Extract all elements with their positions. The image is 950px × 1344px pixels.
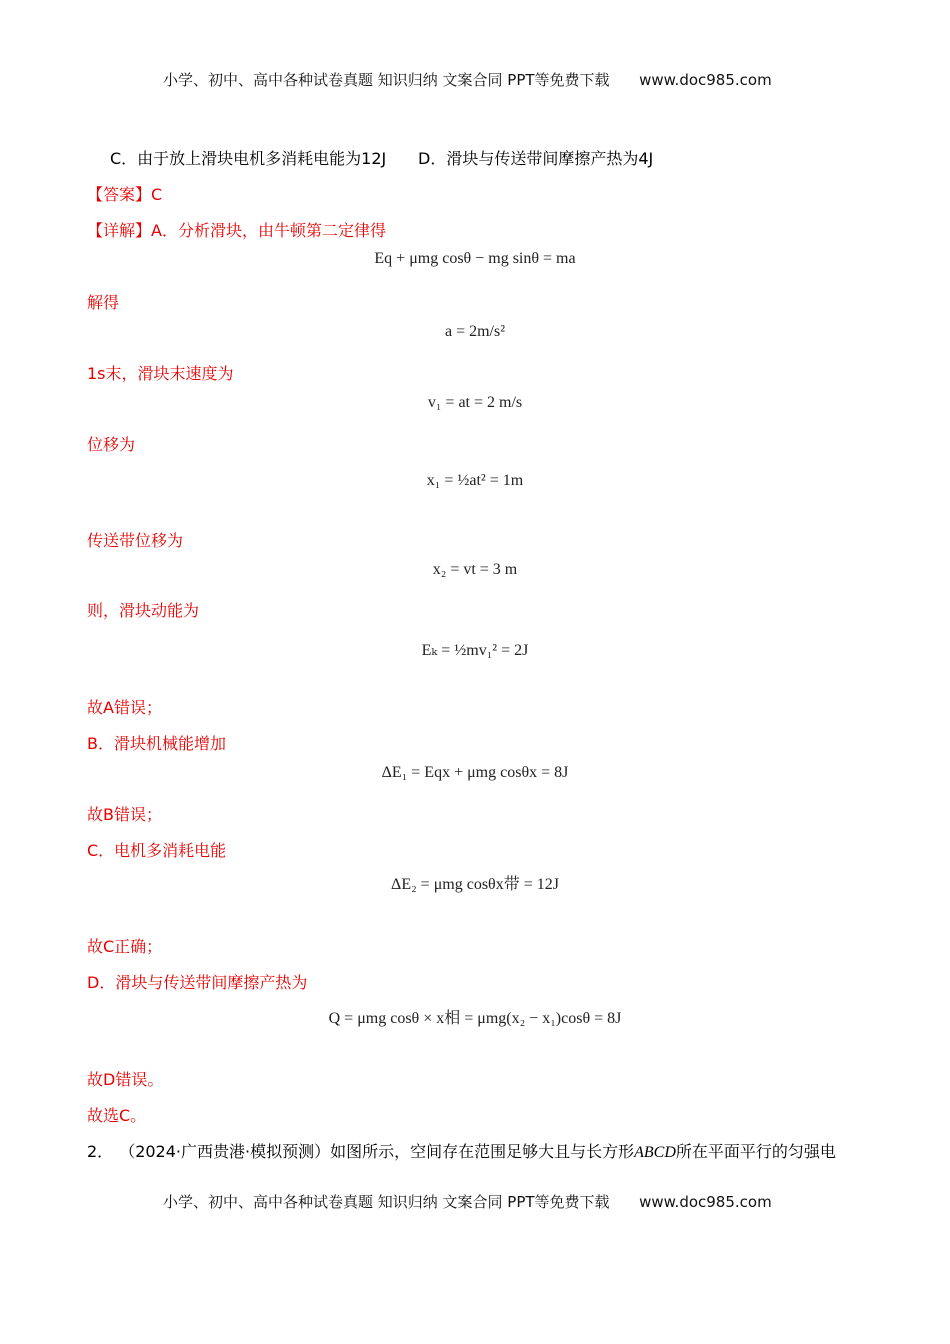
- equation-motor-energy: [0, 871, 950, 894]
- footer-site-link[interactable]: www.doc985.com: [639, 1193, 772, 1211]
- question-2-number: 2．: [87, 1142, 114, 1161]
- result-a-wrong: 故A错误；: [87, 698, 162, 717]
- question-2: [87, 1139, 836, 1162]
- eq2-text: a = 2m/s²: [444, 323, 506, 340]
- option-b-intro: B．滑块机械能增加: [87, 734, 226, 753]
- option-d: D．滑块与传送带间摩擦产热为4J: [418, 149, 654, 168]
- header-site-link[interactable]: www.doc985.com: [639, 71, 772, 89]
- final-choice: 故选C。: [87, 1106, 147, 1125]
- step-1s-velocity: 1s末，滑块末速度为: [87, 364, 234, 383]
- step-belt-displacement: 传送带位移为: [87, 531, 184, 550]
- eq6-text: Eₖ = ½mv₁² = 2J: [421, 642, 529, 659]
- question-2-prefix: （2024·广西贵港·模拟预测）如图所示，空间存在范围足够大且与长方形: [119, 1142, 635, 1161]
- equation-displacement: [0, 472, 950, 490]
- footer-text: 小学、初中、高中各种试卷真题 知识归纳 文案合同 PPT等免费下载: [163, 1193, 610, 1211]
- header-text: 小学、初中、高中各种试卷真题 知识归纳 文案合同 PPT等免费下载: [163, 71, 610, 89]
- eq4-text: x₁ = ½at² = 1m: [426, 472, 524, 489]
- answer-label: 【答案】C: [87, 185, 163, 204]
- eq7-text: ΔE₁ = Eqx + μmg cosθx = 8J: [381, 764, 569, 781]
- detail-intro: 【详解】A．分析滑块，由牛顿第二定律得: [87, 221, 386, 240]
- equation-friction-heat: [0, 1005, 950, 1028]
- step-jiede: 解得: [87, 293, 120, 312]
- option-c-intro: C．电机多消耗电能: [87, 841, 227, 860]
- step-kinetic-energy: 则，滑块动能为: [87, 601, 200, 620]
- equation-belt: [0, 561, 950, 579]
- result-d-wrong: 故D错误。: [87, 1070, 164, 1089]
- option-c: C．由于放上滑块电机多消耗电能为12J: [110, 149, 387, 168]
- result-b-wrong: 故B错误；: [87, 805, 162, 824]
- page-header: [163, 69, 772, 90]
- eq1-text: Eq + μmg cosθ − mg sinθ = ma: [374, 250, 576, 267]
- step-displacement: 位移为: [87, 435, 136, 454]
- question-2-shape: ABCD: [634, 1144, 676, 1161]
- eq5-text: x₂ = vt = 3 m: [432, 561, 518, 578]
- equation-kinetic: [0, 640, 950, 660]
- result-c-right: 故C正确；: [87, 937, 163, 956]
- equation-acceleration: [0, 323, 950, 341]
- equation-mechanical: [0, 764, 950, 782]
- eq8-text: ΔE₂ = μmg cosθx带 = 12J: [391, 876, 559, 893]
- eq3-text: v₁ = at = 2 m/s: [427, 394, 523, 411]
- equation-newton: [0, 250, 950, 268]
- option-d-intro: D．滑块与传送带间摩擦产热为: [87, 973, 308, 992]
- question-2-suffix: 所在平面平行的匀强电: [675, 1142, 836, 1161]
- eq9-text: Q = μmg cosθ × x相 = μmg(x₂ − x₁)cosθ = 8J: [328, 1010, 622, 1027]
- page-footer: [163, 1191, 772, 1212]
- equation-velocity: [0, 394, 950, 412]
